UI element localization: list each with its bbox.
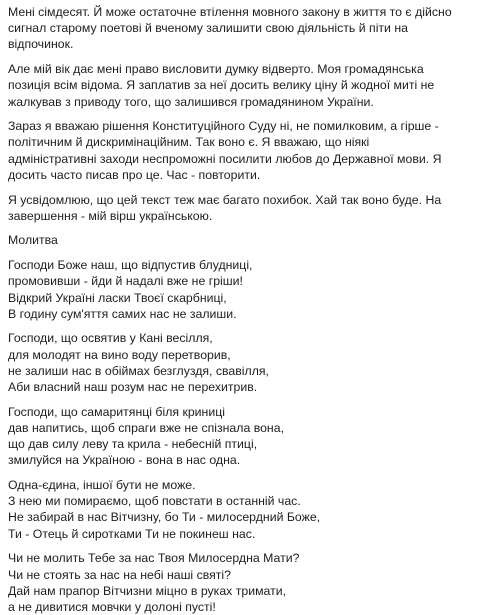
poem-line: Господи, що освятив у Кані весілля, [8,331,213,346]
poem-line: Не забирай в нас Вітчизну, бо Ти - милосердний Боже, [8,510,321,525]
poem-stanza-4 [8,477,479,542]
text-line: Мені сімдесят. Й може остаточне втілення мовного закону в життя то є дійсно [8,5,452,19]
poem-line: З нею ми помираємо, щоб повстати в останній час. [8,494,301,509]
poem-line: Господи Боже наш, що відпустив блудниці, [8,258,253,273]
poem-stanza-3 [8,404,479,469]
text-line: сигнал старому поетові й вченому залишити свою діяльність й піти на [8,21,408,36]
poem-line: Відкрий Україні ласки Твоєї скарбниці, [8,290,227,305]
poem-stanza-1 [8,257,479,322]
poem-line: Одна-єдина, іншої бути не може. [8,478,196,493]
poem-line: не залиши нас в обіймах безглуздя, свавілля, [8,363,269,378]
text-line: досить часто писав про це. Час - повторити. [8,167,261,182]
poem-title [8,232,479,248]
poem-line: промовивши - йди й надалі вже не гріши! [8,274,243,289]
paragraph-closing [8,192,479,224]
text-line: завершення - мій вірш українською. [8,208,213,223]
text-line: жалкував з приводу того, що залишився громадянином України. [8,94,374,109]
poem-stanza-5 [8,550,479,615]
poem-line: для молодят на вино воду перетворив, [8,347,231,362]
poem-line: Аби власний наш розум нас не перехитрив. [8,380,258,395]
poem-line: Ти - Отець й сиротками Ти не покинеш нас. [8,526,256,541]
poem-line: Чи не молить Тебе за нас Твоя Милосердна Мати? [8,551,300,566]
text-line: Я усвідомлюю, що цей текст теж має багато похибок. Хай так воно буде. На [8,192,442,207]
poem-stanza-2 [8,330,479,395]
poem-line: що дав силу леву та крила - небесній птиці, [8,437,258,452]
paragraph-court-decision [8,118,479,183]
text-line: відпочинок. [8,37,74,52]
text-line: Але мій вік дає мені право висловити думку відверто. Моя громадянська [8,62,424,77]
poem-line: а не дивитися мовчки у долоні пусті! [8,600,216,614]
poem-line: Чи не стоять за нас на небі наші святі? [8,567,231,582]
text-line: адміністративні заходи неспроможні посилити любов до Державної мови. Я [8,151,442,166]
text-line: Зараз я вважаю рішення Конституційного Суду ні, не помилковим, а гірше - [8,119,439,134]
poem-line: дав напитись, щоб спраги вже не спізнала вона, [8,420,284,435]
poem-line: Дай нам прапор Вітчизни міцно в руках тримати, [8,583,287,598]
poem-line: В годину сум'яття самих нас не залиши. [8,306,237,321]
text-line: Молитва [8,233,58,248]
poem-line: змилуйся на Україною - вона в нас одна. [8,453,241,468]
text-line: політичним й дискримінаційним. Так воно є. Я вважаю, що ніякі [8,135,370,150]
paragraph-intro [8,4,479,53]
text-line: позиція всім відома. Я заплатив за неї досить велику ціну й жодної миті не [8,78,435,93]
poem-line: Господи, що самаритянці біля криниці [8,404,225,419]
paragraph-position [8,61,479,110]
